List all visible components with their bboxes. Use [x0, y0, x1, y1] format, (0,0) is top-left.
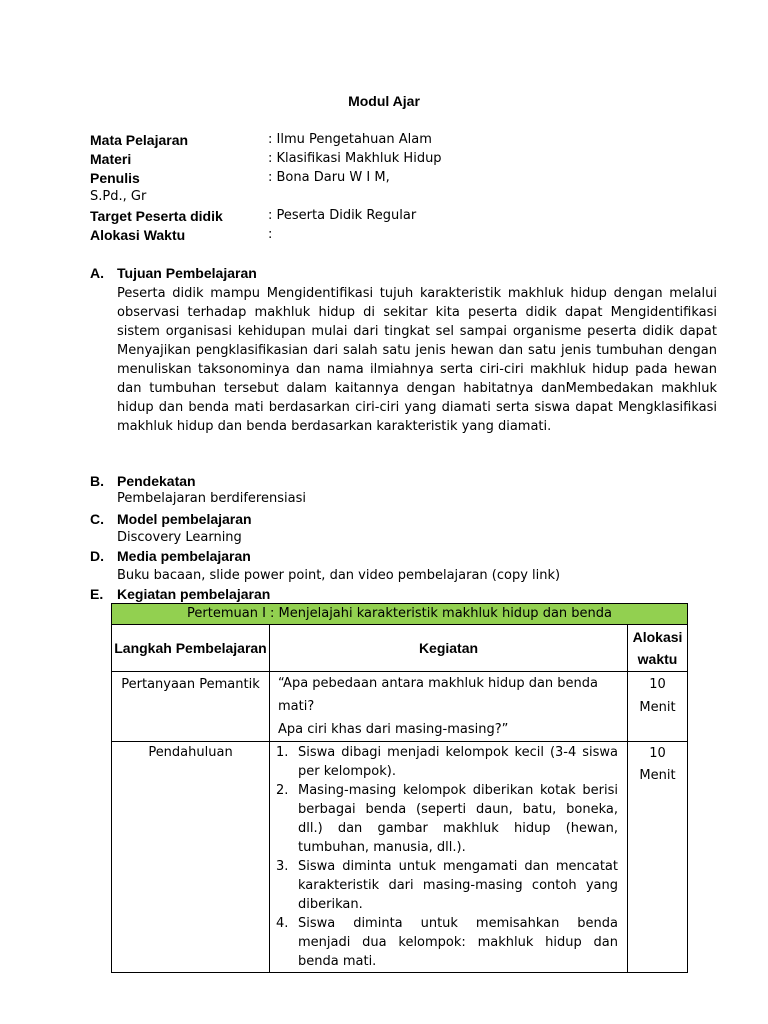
row-time: [628, 672, 688, 742]
document-title: Modul Ajar: [348, 93, 420, 109]
meta-author-degree: S.Pd., Gr: [90, 189, 147, 204]
section-e-letter: E.: [90, 586, 104, 602]
meta-label-material: Materi: [90, 151, 132, 167]
section-a-title: Tujuan Pembelajaran: [117, 265, 257, 281]
meta-label-time: Alokasi Waktu: [90, 227, 186, 243]
section-b-letter: B.: [90, 473, 104, 489]
list-text: Masing-masing kelompok diberikan kotak berisi berbagai benda (seperti daun, batu, boneka, dll.) dan gambar makhluk hidup (hewan, tumbuhan, manusia, dll.).: [298, 783, 618, 855]
header-time-line1: Alokasi: [632, 629, 683, 645]
list-item: [271, 781, 626, 857]
section-c-letter: C.: [90, 511, 104, 527]
section-e-title: Kegiatan pembelajaran: [117, 586, 271, 602]
meta-label-author: Penulis: [90, 170, 140, 186]
time-unit: Menit: [639, 700, 676, 715]
row-step: Pendahuluan: [112, 742, 270, 973]
header-time-line2: waktu: [637, 651, 678, 667]
list-number: 4.: [276, 916, 289, 931]
meta-value-time: :: [268, 227, 273, 242]
header-time: [628, 625, 688, 672]
list-text: Siswa diminta untuk memisahkan benda menjadi dua kelompok: makhluk hidup dan benda mati.: [298, 916, 618, 969]
list-item: [271, 857, 626, 914]
section-b-title: Pendekatan: [117, 473, 196, 489]
section-c-text: Discovery Learning: [117, 530, 242, 545]
time-value: 10: [649, 746, 666, 761]
header-step: Langkah Pembelajaran: [112, 625, 270, 672]
meeting-row: [112, 604, 688, 625]
list-item: [271, 914, 626, 971]
list-number: 1.: [276, 745, 289, 760]
table-row: [112, 742, 688, 973]
header-activity: Kegiatan: [270, 625, 628, 672]
list-item: [271, 743, 626, 781]
list-text: Siswa dibagi menjadi kelompok kecil (3-4 siswa per kelompok).: [298, 745, 618, 779]
list-number: 3.: [276, 859, 289, 874]
list-number: 2.: [276, 783, 289, 798]
row-time: [628, 742, 688, 973]
section-a-letter: A.: [90, 265, 104, 281]
activity-line: Apa ciri khas dari masing-masing?”: [278, 722, 509, 737]
meta-value-target: : Peserta Didik Regular: [268, 208, 417, 223]
activity-list: [271, 743, 626, 971]
row-activity: [270, 672, 628, 742]
section-b-text: Pembelajaran berdiferensiasi: [117, 491, 306, 506]
header-row: [112, 625, 688, 672]
row-step: Pertanyaan Pemantik: [112, 672, 270, 742]
activity-table: [111, 603, 688, 973]
table-row: [112, 672, 688, 742]
meta-label-target: Target Peserta didik: [90, 208, 223, 224]
section-d-text: Buku bacaan, slide power point, dan video pembelajaran (copy link): [117, 568, 561, 583]
section-d-letter: D.: [90, 548, 104, 564]
section-a-text: Peserta didik mampu Mengidentifikasi tujuh karakteristik makhluk hidup dengan melalui observasi terhadap makhluk hidup di sekitar kita peserta didik dapat Mengidentifikasi sistem organisasi kehidupan mulai dari tingkat sel sampai organisme peserta didik dapat Menyajikan pengklasifikasian dari salah satu jenis hewan dan satu jenis tumbuhan dengan menuliskan taksonominya dan nama ilmiahnya serta ciri-ciri makhluk hidup pada hewan dan tumbuhan tersebut dalam kaitannya dengan habitatnya danMembedakan makhluk hidup dan benda mati berdasarkan ciri-ciri yang diamati serta siswa dapat Mengklasifikasi makhluk hidup dan benda berdasarkan karakteristik yang diamati.: [117, 286, 717, 434]
list-text: Siswa diminta untuk mengamati dan mencatat karakteristik dari masing-masing contoh yang diberikan.: [298, 859, 618, 912]
section-c-title: Model pembelajaran: [117, 511, 252, 527]
row-activity: [270, 742, 628, 973]
section-d-title: Media pembelajaran: [117, 548, 251, 564]
activity-line: “Apa pebedaan antara makhluk hidup dan benda mati?: [278, 676, 599, 714]
meta-value-material: : Klasifikasi Makhluk Hidup: [268, 151, 442, 166]
meeting-title: Pertemuan I : Menjelajahi karakteristik makhluk hidup dan benda: [112, 604, 688, 625]
time-unit: Menit: [639, 768, 676, 783]
meta-value-author: : Bona Daru W I M,: [268, 170, 390, 185]
meta-value-subject: : Ilmu Pengetahuan Alam: [268, 132, 432, 147]
meta-label-subject: Mata Pelajaran: [90, 132, 189, 148]
time-value: 10: [649, 677, 666, 692]
